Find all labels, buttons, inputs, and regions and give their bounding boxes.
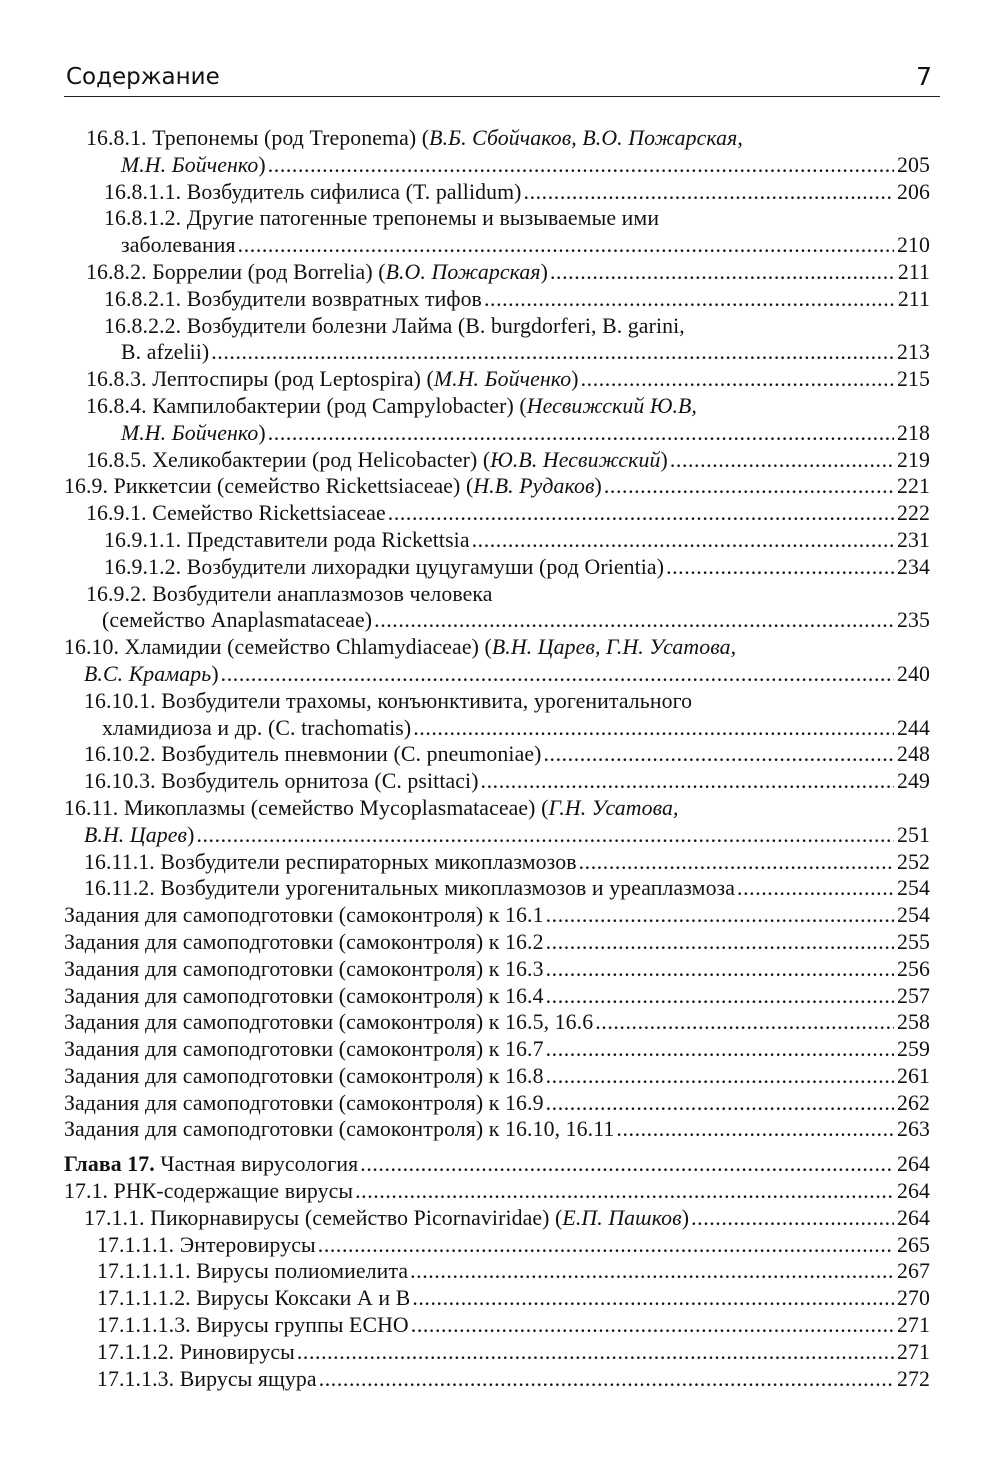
toc-entry: 16.8.2. Боррелии (род Borrelia) ( В.О. Пожарская ) ..... 211 — [64, 259, 930, 286]
toc-entry: Задания для самоподготовки (самоконтроля) к 16.8 ..... 261 — [64, 1063, 930, 1090]
toc-entry: 16.8.1.2. Другие патогенные трепонемы и вызываемые ими — [104, 206, 660, 231]
toc-page-number: 263 — [897, 1117, 930, 1142]
toc-entry: 16.9.1. Семейство Rickettsiaceae ..... 222 — [64, 500, 930, 527]
toc-page-number: 222 — [897, 501, 930, 526]
toc-page-number: 254 — [897, 876, 930, 901]
toc-page-number: 234 — [897, 554, 930, 579]
toc-page-number: 258 — [897, 1010, 930, 1035]
toc-page-number: 257 — [897, 983, 930, 1008]
toc-entry: 16.10.3. Возбудитель орнитоза (C. psittaci) ..... 249 — [64, 768, 930, 795]
toc-page-number: 265 — [897, 1232, 930, 1257]
toc-entry: Задания для самоподготовки (самоконтроля) к 16.1 ..... 254 — [64, 902, 930, 929]
table-of-contents — [64, 125, 930, 1392]
dot-leader — [297, 1339, 894, 1366]
dot-leader — [604, 473, 894, 500]
toc-page-number: 252 — [897, 849, 930, 874]
dot-leader — [546, 1036, 894, 1063]
toc-page-number: 210 — [897, 233, 930, 258]
dot-leader — [579, 849, 894, 876]
toc-page-number: 205 — [897, 152, 930, 177]
dot-leader — [472, 527, 894, 554]
dot-leader — [524, 179, 894, 206]
dot-leader — [546, 983, 894, 1010]
toc-entry: Задания для самоподготовки (самоконтроля) к 16.7 ..... 259 — [64, 1036, 930, 1063]
toc-page-number: 270 — [897, 1286, 930, 1311]
toc-page-number: 271 — [897, 1339, 930, 1364]
dot-leader — [546, 1090, 894, 1117]
dot-leader — [211, 339, 894, 366]
toc-entry: 16.8.5. Хеликобактерии (род Helicobacter) ( Ю.В. Несвижский ) ..... 219 — [64, 447, 930, 474]
toc-page-number: 211 — [897, 286, 930, 311]
toc-entry: 16.9. Риккетсии (семейство Rickettsiaceae) ( Н.В. Рудаков ) ..... 221 — [64, 473, 930, 500]
dot-leader — [360, 1151, 894, 1178]
toc-entry: 16.10.1. Возбудители трахомы, конъюнктивита, урогенитального — [84, 688, 693, 713]
toc-chapter-entry: Глава 17. Частная вирусология ..... 264 — [64, 1151, 930, 1178]
toc-entry: 17.1.1.2. Риновирусы ..... 271 — [64, 1339, 930, 1366]
toc-page-number: 272 — [897, 1366, 930, 1391]
toc-entry-continuation: B. afzelii) ..... 213 — [64, 339, 930, 366]
toc-page-number: 218 — [897, 420, 930, 445]
toc-entry: 17.1.1.3. Вирусы ящура ..... 272 — [64, 1366, 930, 1393]
toc-entry: Задания для самоподготовки (самоконтроля) к 16.2 ..... 255 — [64, 929, 930, 956]
toc-entry: 16.8.2.2. Возбудители болезни Лайма (B. burgdorferi, B. garini, — [104, 313, 685, 338]
toc-page-number: 254 — [897, 903, 930, 928]
toc-entry-continuation: хламидиоза и др. (C. trachomatis) ..... 244 — [64, 715, 930, 742]
toc-entry: 16.8.4. Кампилобактерии (род Campylobacter) ( Несвижский Ю.В, — [86, 393, 697, 418]
toc-page-number: 261 — [897, 1063, 930, 1088]
toc-entry: Задания для самоподготовки (самоконтроля) к 16.9 ..... 262 — [64, 1090, 930, 1117]
toc-page-number: 259 — [897, 1037, 930, 1062]
toc-entry: 16.11. Микоплазмы (семейство Mycoplasmataceae) ( Г.Н. Усатова, — [64, 795, 679, 820]
toc-entry: 16.11.1. Возбудители респираторных микоплазмозов ..... 252 — [64, 849, 930, 876]
toc-entry: 17.1.1.1.2. Вирусы Коксаки А и В ..... 270 — [64, 1285, 930, 1312]
toc-page-number: 240 — [897, 661, 930, 686]
dot-leader — [355, 1178, 894, 1205]
dot-leader — [484, 286, 895, 313]
toc-entry: 16.8.2.1. Возбудители возвратных тифов ..... 211 — [64, 286, 930, 313]
toc-entry: Задания для самоподготовки (самоконтроля) к 16.5, 16.6 ..... 258 — [64, 1009, 930, 1036]
toc-page-number: 255 — [897, 929, 930, 954]
toc-entry: 16.10.2. Возбудитель пневмонии (C. pneumoniae) ..... 248 — [64, 741, 930, 768]
toc-page-number: 215 — [897, 367, 930, 392]
dot-leader — [319, 1366, 894, 1393]
toc-page-number: 264 — [897, 1179, 930, 1204]
dot-leader — [221, 661, 894, 688]
dot-leader — [550, 259, 895, 286]
toc-page-number: 264 — [897, 1205, 930, 1230]
toc-entry: Задания для самоподготовки (самоконтроля) к 16.4 ..... 257 — [64, 983, 930, 1010]
toc-page-number: 206 — [897, 179, 930, 204]
toc-entry: 16.8.1.1. Возбудитель сифилиса (T. pallidum) ..... 206 — [64, 179, 930, 206]
toc-entry: Задания для самоподготовки (самоконтроля) к 16.10, 16.11 ..... 263 — [64, 1116, 930, 1143]
toc-page-number: 249 — [897, 769, 930, 794]
toc-entry: 17.1.1. Пикорнавирусы (семейство Picornaviridae) ( Е.П. Пашков ) ..... 264 — [64, 1205, 930, 1232]
toc-page-number: 221 — [897, 474, 930, 499]
toc-entry: 17.1.1.1. Энтеровирусы ..... 265 — [64, 1232, 930, 1259]
dot-leader — [666, 554, 894, 581]
toc-page-number: 271 — [897, 1313, 930, 1338]
toc-page-number: 262 — [897, 1090, 930, 1115]
running-title: Содержание — [66, 64, 220, 90]
dot-leader — [546, 929, 894, 956]
dot-leader — [411, 1312, 894, 1339]
toc-page-number: 235 — [897, 608, 930, 633]
toc-page-number: 256 — [897, 956, 930, 981]
toc-entry: 16.11.2. Возбудители урогенитальных микоплазмозов и уреаплазмоза ..... 254 — [64, 875, 930, 902]
dot-leader — [268, 420, 894, 447]
toc-entry-continuation: (семейство Anaplasmataceae) ..... 235 — [64, 607, 930, 634]
toc-entry: Задания для самоподготовки (самоконтроля) к 16.3 ..... 256 — [64, 956, 930, 983]
dot-leader — [595, 1009, 894, 1036]
dot-leader — [481, 768, 894, 795]
toc-entry: 16.8.1. Трепонемы (род Treponema) ( В.Б. Сбойчаков, В.О. Пожарская, — [86, 126, 743, 150]
dot-leader — [268, 152, 894, 179]
dot-leader — [737, 875, 894, 902]
dot-leader — [543, 741, 894, 768]
dot-leader — [546, 956, 894, 983]
dot-leader — [388, 500, 894, 527]
dot-leader — [691, 1205, 894, 1232]
dot-leader — [413, 715, 894, 742]
toc-page-number: 267 — [897, 1259, 930, 1284]
dot-leader — [581, 366, 894, 393]
toc-entry-continuation: заболевания ..... 210 — [64, 232, 930, 259]
dot-leader — [670, 447, 894, 474]
dot-leader — [318, 1232, 894, 1259]
toc-entry: 16.9.2. Возбудители анаплазмозов человека — [86, 581, 493, 606]
dot-leader — [238, 232, 894, 259]
toc-entry-continuation: В.С. Крамарь ) ..... 240 — [64, 661, 930, 688]
section-gap — [64, 1143, 930, 1151]
toc-page-number: 211 — [897, 259, 930, 284]
dot-leader — [412, 1285, 894, 1312]
toc-entry: 17.1. РНК-содержащие вирусы ..... 264 — [64, 1178, 930, 1205]
page-header — [64, 62, 940, 97]
dot-leader — [196, 822, 894, 849]
toc-page-number: 251 — [897, 822, 930, 847]
toc-page-number: 264 — [897, 1152, 930, 1177]
dot-leader — [616, 1116, 894, 1143]
dot-leader — [374, 607, 894, 634]
dot-leader — [546, 1063, 894, 1090]
toc-page-number: 231 — [897, 527, 930, 552]
toc-entry: 17.1.1.1.1. Вирусы полиомиелита ..... 267 — [64, 1258, 930, 1285]
dot-leader — [410, 1258, 894, 1285]
toc-entry: 16.10. Хламидии (семейство Chlamydiaceae) ( В.Н. Царев, Г.Н. Усатова, — [64, 635, 737, 660]
toc-page-number: 248 — [897, 742, 930, 767]
toc-entry: 16.9.1.1. Представители рода Rickettsia ..... 231 — [64, 527, 930, 554]
toc-entry: 16.8.3. Лептоспиры (род Leptospira) ( М.Н. Бойченко ) ..... 215 — [64, 366, 930, 393]
toc-entry-continuation: М.Н. Бойченко ) ..... 218 — [64, 420, 930, 447]
toc-page-number: 213 — [897, 340, 930, 365]
toc-page-number: 219 — [897, 447, 930, 472]
toc-entry: 16.9.1.2. Возбудители лихорадки цуцугамуши (род Orientia) ..... 234 — [64, 554, 930, 581]
dot-leader — [546, 902, 894, 929]
toc-entry: 17.1.1.1.3. Вирусы группы ЕСНО ..... 271 — [64, 1312, 930, 1339]
toc-entry-continuation: В.Н. Царев ) ..... 251 — [64, 822, 930, 849]
toc-page-number: 244 — [897, 715, 930, 740]
page-number: 7 — [916, 62, 932, 91]
toc-entry-continuation: М.Н. Бойченко ) ..... 205 — [64, 152, 930, 179]
